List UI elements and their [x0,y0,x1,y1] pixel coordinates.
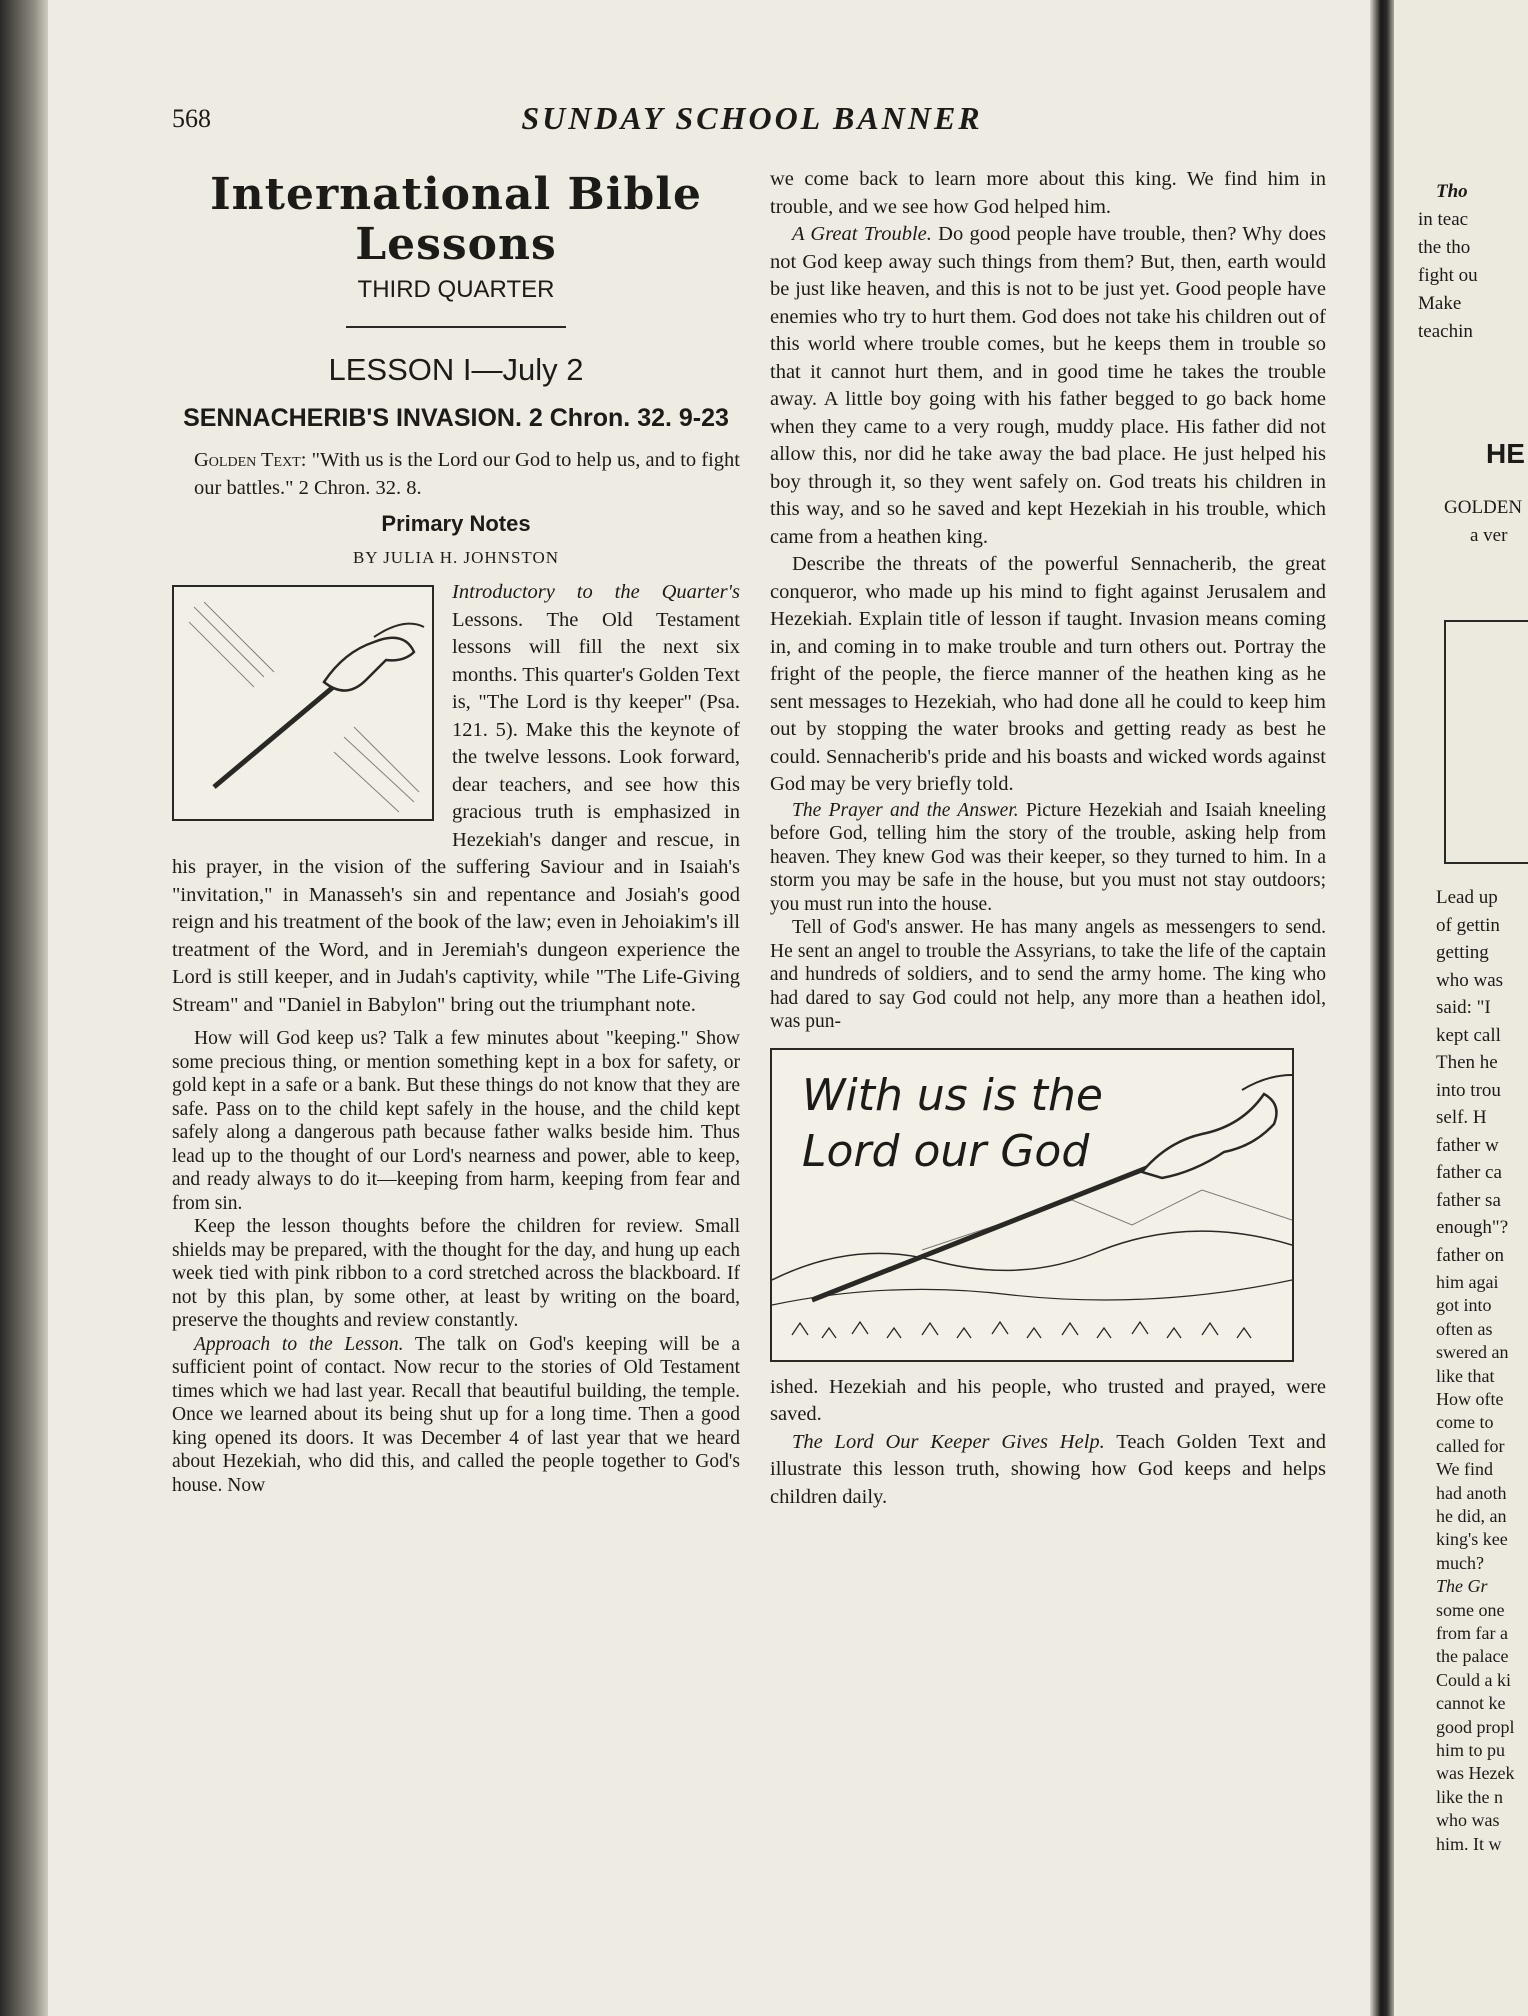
byline: BY JULIA H. JOHNSTON [352,547,560,567]
right-line: father sa [1436,1189,1501,1211]
right-line: swered an [1436,1342,1509,1363]
right-illustration-frame [1444,620,1528,864]
right-line: who was [1436,969,1504,991]
paragraph-prayer [770,799,1326,917]
right-line: got into [1436,1295,1492,1316]
golden-text-body: : "With us is the Lord our God to help us, and to fight our battles." 2 Chron. 32. 8. [194,449,741,499]
right-line: the tho [1418,237,1471,258]
dense-text-block [172,1027,740,1497]
keeper-help-text: Teach Golden Text and illustrate this lesson truth, showing how God keeps and helps children daily. [770,1430,1327,1508]
right-line: often as [1436,1318,1493,1339]
paragraph-review: Keep the lesson thoughts before the children for review. Small shields may be prepared, with the thought for the day, and hung up each week tied with pink ribbon to a cord stretched across the blackboard. If not by this plan, by some other, at least by writing on the board, preserve the thoughts and review constantly. [172,1216,740,1331]
right-line: We find [1436,1459,1494,1480]
right-line: Then he [1436,1052,1498,1073]
paragraph-keeper-help [770,1429,1326,1512]
section-title: Primary Notes [381,511,531,536]
prayer-text: Picture Hezekiah and Isaiah kneeling before God, telling him the story of the trouble, asking help from heaven. They knew God was their keeper, so they turned to him. In a storm you may be safe in the house, but you must not stay outdoors; you must run into the house. [770,799,1326,915]
right-page-fragment [1394,0,1528,2016]
sword-landscape-icon [772,1050,1292,1360]
keeper-help-heading: The Lord Our Keeper Gives Help. [792,1430,1105,1453]
book-spine-shadow [0,0,48,2016]
right-line: the palace [1436,1646,1509,1667]
prayer-heading: The Prayer and the Answer. [792,799,1019,821]
right-line: him. It w [1436,1833,1502,1854]
right-golden: a ver [1470,525,1508,546]
right-line: getting [1436,942,1489,963]
paragraph-threats: Describe the threats of the powerful Sennacherib, the great conqueror, who made up his mind to fight against Jerusalem and Hezekiah. Explain title of lesson if taught. Invasion means coming in, and coming in to make trouble and turn others out. Portray the fright of the people, the fierce manner of the heathen king as he sent messages to Hezekiah, who had done all he could to keep him out by stopping the water brooks and getting ready as best he could. Sennacherib's pride and his boasts and wicked words against God may be very briefly told. [770,553,1326,795]
paragraph-intro-king: we come back to learn more about this king. We find him in trouble, and we see how God helped him. [770,168,1326,218]
right-line: The Gr [1436,1576,1488,1597]
right-line: who was [1436,1810,1500,1831]
approach-heading: Approach to the Lesson. [194,1333,404,1355]
paragraph-punished: ished. Hezekiah and his people, who trusted and prayed, were saved. [770,1375,1326,1425]
hand-with-sword-illustration [172,585,434,821]
golden-text-label: Golden Text [194,449,301,471]
right-line: father w [1436,1134,1499,1156]
right-line: cannot ke [1436,1693,1506,1714]
right-line: into trou [1436,1079,1501,1101]
dense-text-block-2 [770,799,1326,1034]
right-line: him agai [1436,1272,1499,1292]
right-line: like that [1436,1365,1495,1386]
paragraph-keeping: How will God keep us? Talk a few minutes about "keeping." Show some precious thing, or mention something kept in a box for safety, or gold kept in a safe or a bank. But these things do not know that they are safe. Pass on to the child kept safely in the house, and the child kept safely along a dangerous path because father walks beside him. Thus lead up to the thought of our Lord's nearness and power, able to keep, and ready always to do it—keeping from harm, keeping from fear and from sin. [172,1028,740,1214]
caption-line-2: Lord our God [802,1125,1090,1177]
right-line: Tho [1436,181,1468,202]
right-line: king's kee [1436,1529,1508,1550]
column-right [770,166,1326,1511]
right-line: had anoth [1436,1482,1507,1503]
page-number: 568 [172,104,211,133]
right-line: Make [1418,293,1462,314]
intro-text: Lessons. The Old Testament lessons will fill the next six months. This quarter's Golden Text is, "The Lord is thy keeper" (Psa. 121. 5). Make this the keynote of the twelve lessons. Look forward, dear teachers, and see how this gracious truth is emphasized in Hezekiah's danger and rescue, in his prayer, in the vision of the suffering Saviour and in Isaiah's "invitation," in Manasseh's sin and repentance and Josiah's good reign and his treatment of the book of the law; even in Jehoiakim's ill treatment of the Word, and in Jeremiah's dungeon experience the Lord is still keeper, and in Judah's captivity, while "The Life-Giving Stream" and "Daniel in Babylon" bring out the triumphant note. [172,608,740,1016]
approach-text: The talk on God's keeping will be a sufficient point of contact. Now recur to the stories of Old Testament times which we had last year. Recall that beautiful building, the temple. Once we learned about its being shut up for a long time. Then a good king opened its doors. It was December 4 of last year that we heard about Hezekiah, who did this, and called the people together to God's house. Now [172,1333,740,1496]
right-line: father on [1436,1244,1505,1266]
right-line: much? [1436,1552,1484,1573]
right-line: Lead up [1436,887,1498,908]
sword-hand-icon [174,587,432,819]
right-line: in teac [1418,209,1469,230]
great-trouble-text: Do good people have trouble, then? Why does not God keep away such things from them? But, then, earth would be just like heaven, and this is not to be just yet. Good people have enemies who try to hurt them. God does not take his children out of this world where trouble comes, but he keeps them in trouble so that it cannot hurt them, and in good time he takes the trouble away. A little boy going with his father begged to go back home when they came to a very rough, muddy place. His father did not allow this, nor did he take away the bad place. He just helped his boy through it, so they went safely on. God treats his children in this way, and so he saved and kept Hezekiah in his trouble, which came from a heathen king. [770,223,1326,548]
right-line: How ofte [1436,1389,1504,1409]
right-line: fight ou [1418,265,1478,286]
right-line: called for [1436,1435,1505,1456]
column-left [172,166,740,1497]
divider-rule [346,326,566,328]
right-line: from far a [1436,1623,1508,1643]
book-gutter [1370,0,1394,2016]
right-line: father ca [1436,1162,1502,1183]
page-header [172,100,1332,144]
right-heading: HE [1486,438,1525,469]
right-line: enough"? [1436,1217,1509,1238]
right-line: good propl [1436,1716,1515,1737]
caption-line-1: With us is the [802,1069,1103,1121]
golden-text [172,447,740,502]
lesson-title: SENNACHERIB'S INVASION. 2 Chron. 32. 9-23 [183,404,729,432]
paragraph-great-trouble [770,221,1326,551]
intro-heading: Introductory to the Quarter's [452,581,740,603]
right-line: said: "I [1436,997,1491,1018]
right-line: he did, an [1436,1506,1507,1526]
right-line: self. H [1436,1107,1487,1128]
right-line: teachin [1418,321,1473,342]
masthead: International Bible Lessons [210,169,702,270]
blackboard-illustration [770,1048,1294,1362]
right-line: come to [1436,1412,1494,1433]
right-line: like the n [1436,1786,1503,1807]
right-line: was Hezek [1436,1763,1515,1784]
right-line: kept call [1436,1024,1501,1046]
paragraph-answer: Tell of God's answer. He has many angels as messengers to send. He sent an angel to trouble the Assyrians, to take the life of the captain and hundreds of soldiers, and to send the army home. The king who had dared to say God could not help, any more than a heathen idol, was pun- [770,917,1326,1032]
lesson-heading: LESSON I—July 2 [328,351,584,387]
quarter-heading: THIRD QUARTER [357,276,555,303]
paragraph-approach [172,1333,740,1498]
right-line: some one [1436,1599,1505,1620]
running-title: SUNDAY SCHOOL BANNER [521,100,983,136]
right-line: Could a ki [1436,1669,1511,1690]
right-line: of gettin [1436,914,1500,936]
right-golden: GOLDEN [1444,497,1523,518]
great-trouble-heading: A Great Trouble. [792,223,932,245]
right-line: him to pu [1436,1740,1506,1760]
